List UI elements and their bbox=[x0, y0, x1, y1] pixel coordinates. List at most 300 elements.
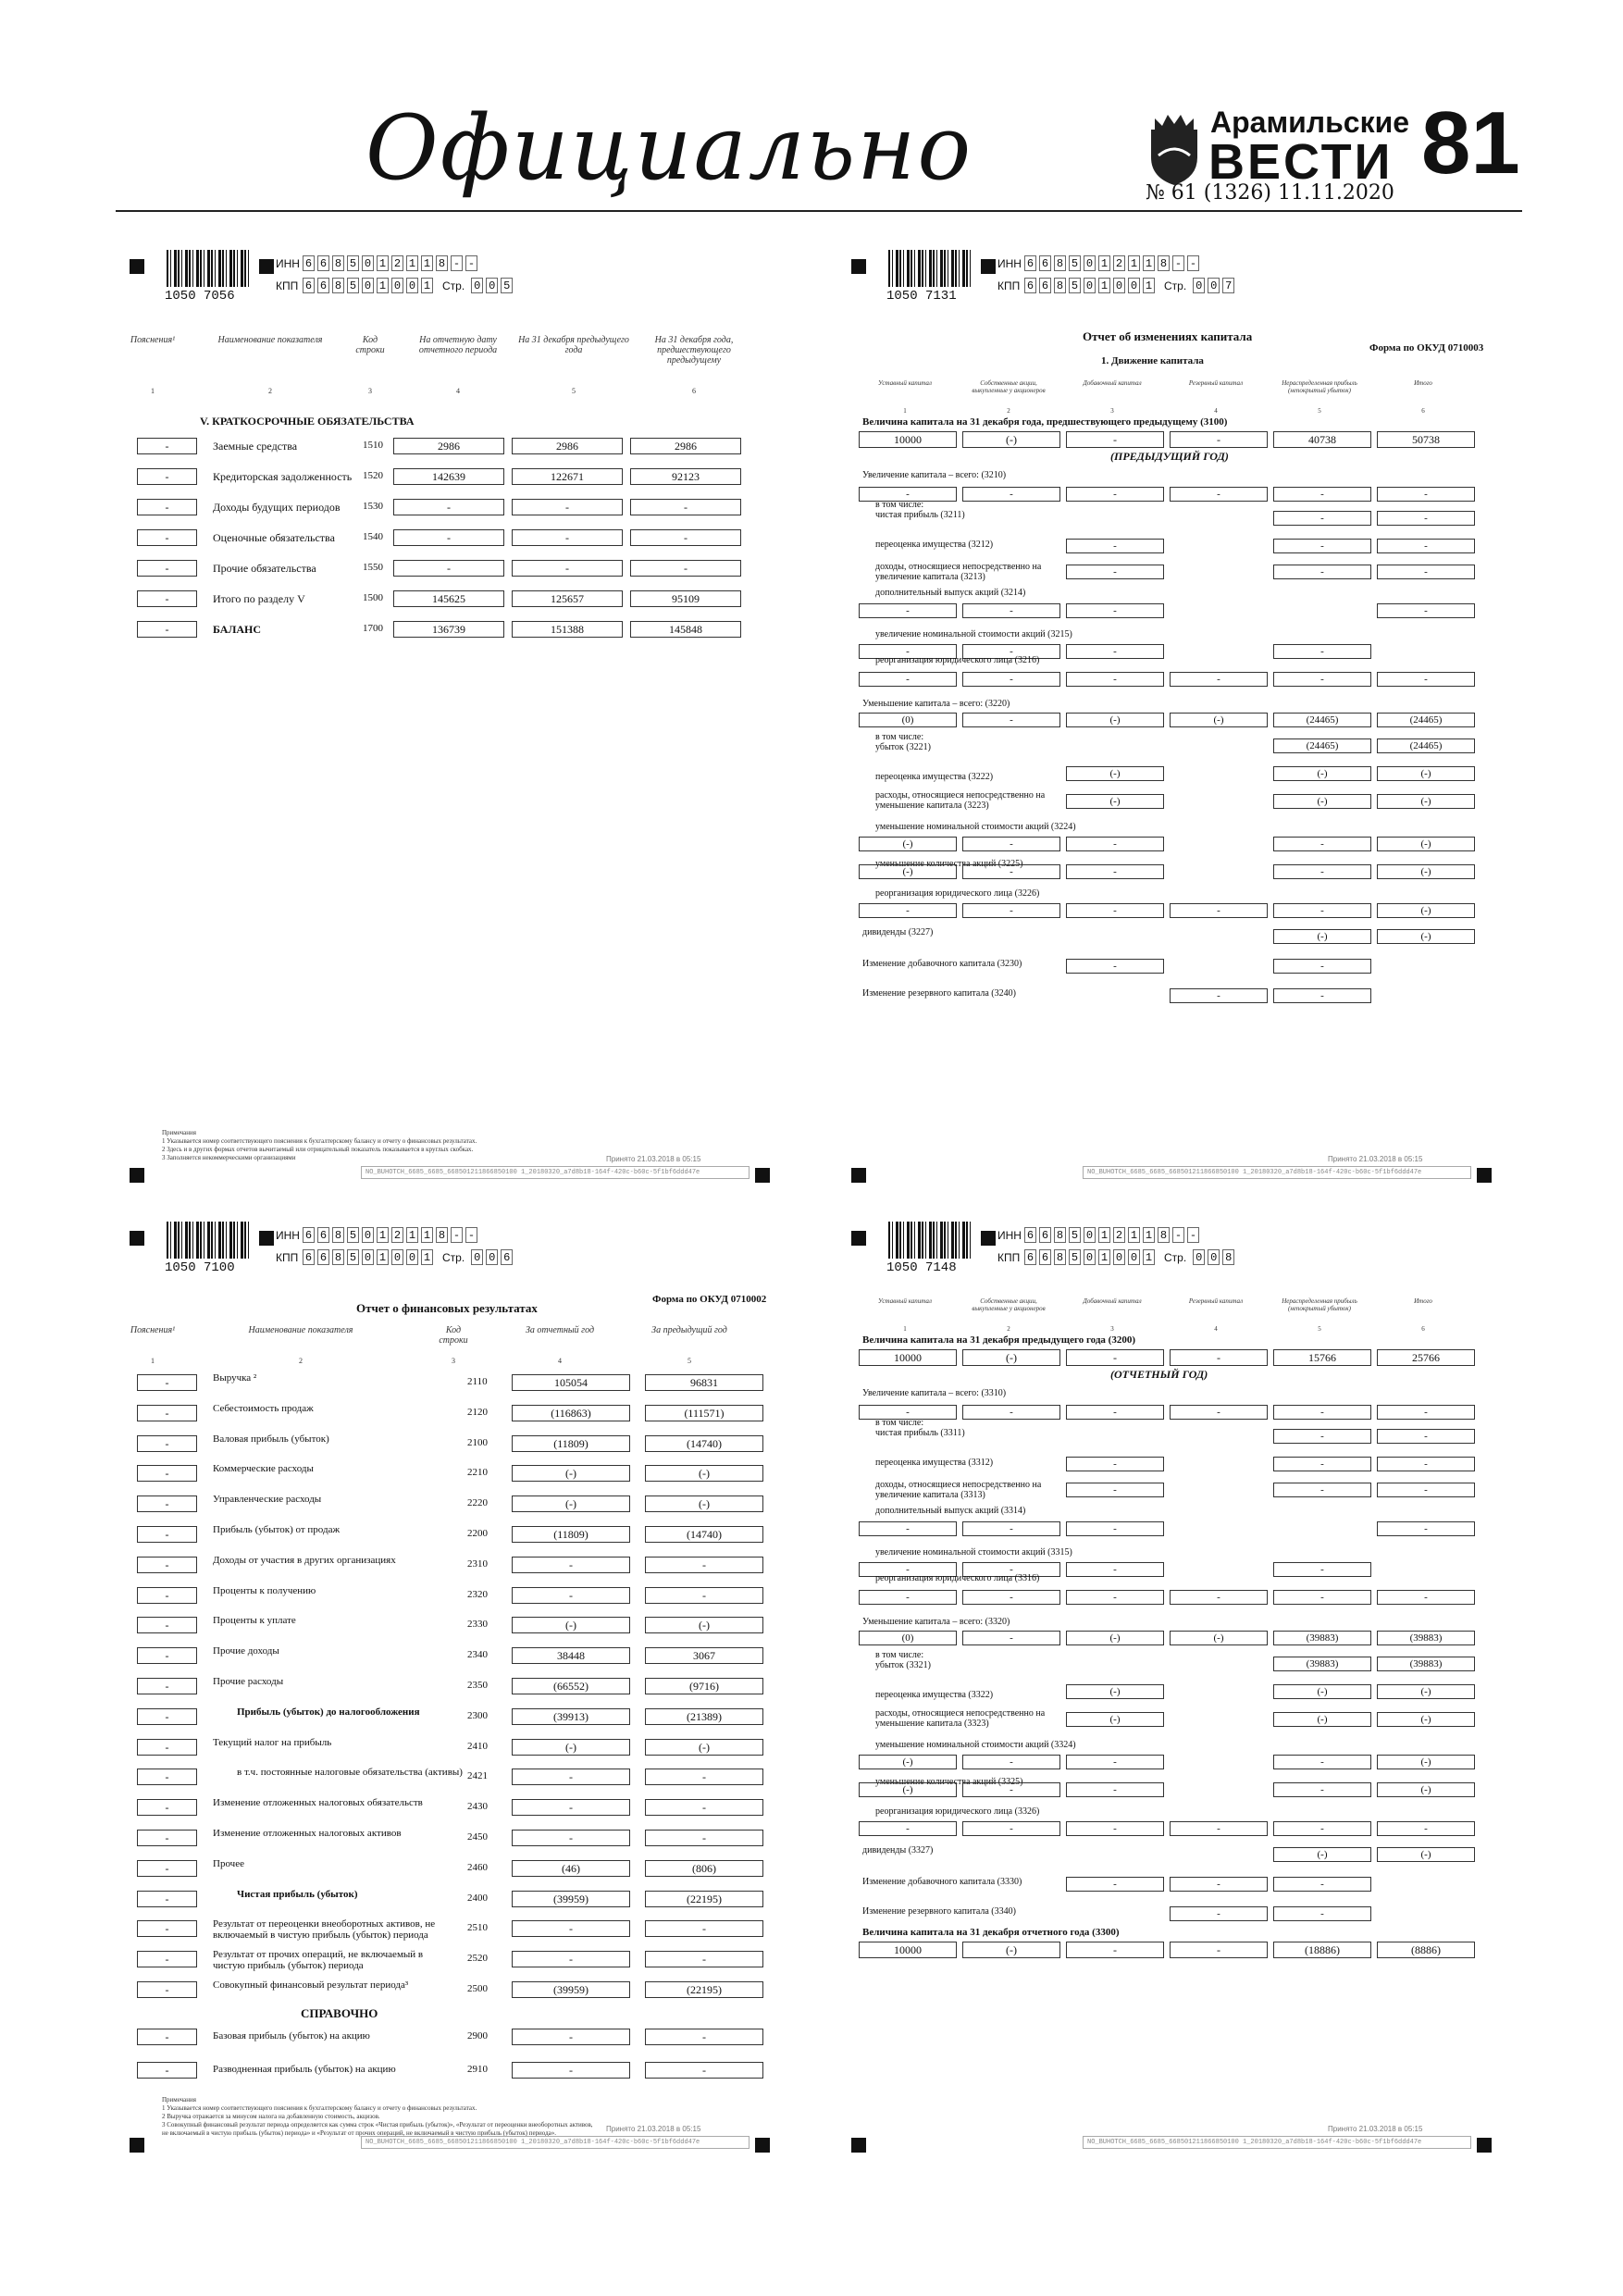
value-cell: (9716) bbox=[645, 1678, 763, 1694]
capital-cell: - bbox=[1066, 1521, 1164, 1536]
capital-cell: (-) bbox=[1170, 1631, 1268, 1645]
capital-cell: (-) bbox=[1273, 1712, 1371, 1727]
movement-label: реорганизация юридического лица (3226) bbox=[875, 888, 1040, 899]
capital-cell: - bbox=[1377, 672, 1475, 687]
row-code: 1500 bbox=[363, 592, 383, 603]
column-number: 5 bbox=[688, 1357, 691, 1365]
movement-label: дополнительный выпуск акций (3214) bbox=[875, 588, 1026, 598]
kpp-digit: 8 bbox=[1054, 1249, 1066, 1265]
barcode-number: 1050 7148 bbox=[886, 1260, 957, 1275]
inn-digit: 8 bbox=[1158, 1227, 1170, 1243]
capital-cell: - bbox=[1066, 959, 1164, 974]
inn-digit: 6 bbox=[1024, 1227, 1036, 1243]
note-cell: - bbox=[137, 1799, 197, 1816]
movement-label: доходы, относящиеся непосредственно на увеличение капитала (3213) bbox=[875, 562, 1042, 582]
page-digit: 0 bbox=[1208, 1249, 1220, 1265]
value-cell: (-) bbox=[645, 1739, 763, 1756]
column-header: Уставный капитал bbox=[878, 379, 932, 387]
note-cell: - bbox=[137, 2029, 197, 2045]
kpp-digit: 0 bbox=[362, 1249, 374, 1265]
capital-cell: - bbox=[1170, 1877, 1268, 1892]
note-cell: - bbox=[137, 1769, 197, 1785]
capital-cell: - bbox=[962, 1631, 1060, 1645]
capital-cell: - bbox=[1066, 1562, 1164, 1577]
capital-cell: (-) bbox=[859, 837, 957, 851]
capital-cell: - bbox=[1066, 539, 1164, 553]
row-code: 2200 bbox=[467, 1528, 488, 1539]
page-digit: 0 bbox=[1208, 278, 1220, 293]
kpp-digit: 8 bbox=[332, 1249, 344, 1265]
capital-cell: - bbox=[1273, 1755, 1371, 1769]
capital-cell: - bbox=[962, 1562, 1060, 1577]
kpp-digit: 0 bbox=[1113, 278, 1125, 293]
capital-cell: (-) bbox=[1273, 1847, 1371, 1862]
note-cell: - bbox=[137, 1920, 197, 1937]
value-cell: (-) bbox=[512, 1465, 630, 1482]
capital-cell: (-) bbox=[859, 1755, 957, 1769]
capital-cell: - bbox=[1273, 903, 1371, 918]
value-cell: - bbox=[512, 2062, 630, 2079]
inn-label: ИНН bbox=[997, 1228, 1022, 1242]
capital-cell: - bbox=[1273, 864, 1371, 879]
column-header: Уставный капитал bbox=[878, 1297, 932, 1305]
note-cell: - bbox=[137, 1951, 197, 1967]
movement-label: увеличение номинальной стоимости акций (3315) bbox=[875, 1547, 1072, 1558]
inn-digit: - bbox=[1172, 1227, 1184, 1243]
column-number: 1 bbox=[903, 1325, 907, 1333]
kpp-digit: 5 bbox=[1069, 1249, 1081, 1265]
capital-cell: - bbox=[1066, 864, 1164, 879]
note-cell: - bbox=[137, 1739, 197, 1756]
value-cell: (14740) bbox=[645, 1435, 763, 1452]
note-cell: - bbox=[137, 1830, 197, 1846]
corner-marker bbox=[1477, 1168, 1492, 1183]
note-cell: - bbox=[137, 468, 197, 485]
capital-cell: - bbox=[859, 1405, 957, 1420]
row-code: 2210 bbox=[467, 1467, 488, 1478]
capital-cell: (-) bbox=[1377, 766, 1475, 781]
corner-marker bbox=[755, 1168, 770, 1183]
inn-digit: 1 bbox=[406, 255, 418, 271]
corner-marker bbox=[755, 2138, 770, 2153]
movement-label: Изменение резервного капитала (3240) bbox=[862, 988, 1016, 999]
row-code: 2410 bbox=[467, 1741, 488, 1752]
capital-cell: - bbox=[1170, 1906, 1268, 1921]
capital-cell: - bbox=[859, 672, 957, 687]
capital-cell: - bbox=[1066, 1405, 1164, 1420]
capital-cell: - bbox=[1273, 837, 1371, 851]
capital-cell: (-) bbox=[1377, 1847, 1475, 1862]
note-cell: - bbox=[137, 1526, 197, 1543]
capital-cell: - bbox=[1273, 1821, 1371, 1836]
panel-balance bbox=[130, 250, 777, 1212]
column-number: 4 bbox=[1214, 407, 1218, 415]
row-code: 2310 bbox=[467, 1558, 488, 1570]
row-code: 2120 bbox=[467, 1407, 488, 1418]
end-capital-label: Величина капитала на 31 декабря отчетного года (3300) bbox=[862, 1927, 1120, 1938]
corner-marker bbox=[130, 1231, 144, 1246]
capital-cell: - bbox=[1273, 1457, 1371, 1471]
value-cell: 142639 bbox=[393, 468, 504, 485]
inn-digit: 8 bbox=[332, 1227, 344, 1243]
barcode-number: 1050 7131 bbox=[886, 289, 957, 304]
inn-row bbox=[276, 1227, 477, 1243]
capital-cell: - bbox=[1066, 903, 1164, 918]
capital-cell: - bbox=[1170, 1821, 1268, 1836]
value-cell: (116863) bbox=[512, 1405, 630, 1421]
report-title: Отчет об изменениях капитала bbox=[1083, 329, 1253, 343]
note-cell: - bbox=[137, 1678, 197, 1694]
capital-cell: - bbox=[1066, 1877, 1164, 1892]
capital-cell: (-) bbox=[1377, 1712, 1475, 1727]
inn-digit: 1 bbox=[377, 1227, 389, 1243]
kpp-digit: 6 bbox=[1024, 1249, 1036, 1265]
movement-label: Изменение добавочного капитала (3330) bbox=[862, 1877, 1022, 1887]
capital-cell: (-) bbox=[1273, 794, 1371, 809]
corner-marker bbox=[851, 259, 866, 274]
capital-cell: - bbox=[1273, 1877, 1371, 1892]
value-cell: (46) bbox=[512, 1860, 630, 1877]
note-cell: - bbox=[137, 2062, 197, 2079]
column-number: 5 bbox=[1318, 407, 1321, 415]
capital-cell: - bbox=[1273, 988, 1371, 1003]
capital-cell: - bbox=[1066, 1782, 1164, 1797]
value-cell: - bbox=[630, 560, 741, 577]
value-cell: - bbox=[512, 1587, 630, 1604]
capital-cell: (-) bbox=[1273, 929, 1371, 944]
capital-cell: (-) bbox=[1377, 794, 1475, 809]
row-code: 2900 bbox=[467, 2030, 488, 2042]
column-number: 5 bbox=[1318, 1325, 1321, 1333]
row-label: Текущий налог на прибыль bbox=[213, 1737, 332, 1748]
capital-cell: (-) bbox=[962, 431, 1060, 448]
capital-cell: - bbox=[1377, 487, 1475, 502]
page-label: Стр. bbox=[442, 279, 465, 292]
page-digit: 7 bbox=[1222, 278, 1234, 293]
capital-cell: - bbox=[1273, 1590, 1371, 1605]
capital-cell: - bbox=[1066, 1942, 1164, 1958]
column-header: Код строки bbox=[355, 335, 385, 355]
row-label: Прибыль (убыток) до налогообложения bbox=[237, 1706, 420, 1718]
movement-label: Уменьшение капитала – всего: (3220) bbox=[862, 699, 1010, 709]
kpp-digit: 1 bbox=[377, 278, 389, 293]
capital-cell: - bbox=[962, 864, 1060, 879]
inn-digit: 5 bbox=[347, 1227, 359, 1243]
capital-cell: (39883) bbox=[1273, 1631, 1371, 1645]
inn-row bbox=[997, 255, 1199, 271]
value-cell: 125657 bbox=[512, 590, 623, 607]
capital-cell: - bbox=[962, 903, 1060, 918]
note-cell: - bbox=[137, 1587, 197, 1604]
value-cell: - bbox=[645, 2029, 763, 2045]
capital-cell: - bbox=[962, 837, 1060, 851]
value-cell: 2986 bbox=[512, 438, 623, 454]
masthead-rule bbox=[116, 210, 1522, 212]
capital-cell: - bbox=[1066, 1349, 1164, 1366]
page-digit: 5 bbox=[501, 278, 513, 293]
capital-cell: (-) bbox=[1066, 1712, 1164, 1727]
value-cell: 96831 bbox=[645, 1374, 763, 1391]
movement-label: реорганизация юридического лица (3216) bbox=[875, 655, 1040, 665]
capital-cell: - bbox=[1377, 1483, 1475, 1497]
kpp-label: КПП bbox=[997, 279, 1021, 292]
value-cell: (66552) bbox=[512, 1678, 630, 1694]
inn-digit: - bbox=[1187, 255, 1199, 271]
value-cell: - bbox=[512, 1769, 630, 1785]
panel-capital-current bbox=[851, 1222, 1499, 2184]
kpp-digit: 1 bbox=[377, 1249, 389, 1265]
row-label: Проценты к уплате bbox=[213, 1615, 296, 1626]
value-cell: (11809) bbox=[512, 1435, 630, 1452]
inn-digit: 8 bbox=[1054, 255, 1066, 271]
movement-label: Уменьшение капитала – всего: (3320) bbox=[862, 1617, 1010, 1627]
capital-cell: - bbox=[1066, 644, 1164, 659]
column-header: Итого bbox=[1414, 1297, 1432, 1305]
inn-digit: 8 bbox=[436, 255, 448, 271]
movement-label: расходы, относящиеся непосредственно на уменьшение капитала (3223) bbox=[875, 790, 1046, 811]
form-code: Форма по ОКУД 0710003 bbox=[1369, 342, 1484, 354]
row-label: Проценты к получению bbox=[213, 1585, 316, 1596]
kpp-digit: 6 bbox=[1024, 278, 1036, 293]
row-label: Управленческие расходы bbox=[213, 1494, 322, 1505]
page-digit: 8 bbox=[1222, 1249, 1234, 1265]
capital-cell: - bbox=[859, 903, 957, 918]
column-number: 4 bbox=[1214, 1325, 1218, 1333]
capital-cell: 50738 bbox=[1377, 431, 1475, 448]
capital-cell: (-) bbox=[962, 1349, 1060, 1366]
value-cell: (14740) bbox=[645, 1526, 763, 1543]
kpp-digit: 0 bbox=[391, 278, 403, 293]
inn-digit: 1 bbox=[1098, 255, 1110, 271]
inn-row bbox=[276, 255, 477, 271]
value-cell: - bbox=[512, 1951, 630, 1967]
note-cell: - bbox=[137, 1374, 197, 1391]
movement-label: уменьшение количества акций (3225) bbox=[875, 859, 1023, 869]
inn-digit: 1 bbox=[1143, 1227, 1155, 1243]
column-header: За предыдущий год bbox=[651, 1325, 727, 1335]
movement-label: уменьшение количества акций (3325) bbox=[875, 1777, 1023, 1787]
barcode-number: 1050 7100 bbox=[165, 1260, 235, 1275]
inn-digit: - bbox=[1187, 1227, 1199, 1243]
movement-label: доходы, относящиеся непосредственно на увеличение капитала (3313) bbox=[875, 1480, 1042, 1500]
capital-cell: (-) bbox=[1273, 766, 1371, 781]
inn-label: ИНН bbox=[276, 256, 300, 270]
page-label: Стр. bbox=[1164, 279, 1187, 292]
brand-name-big: ВЕСТИ bbox=[1208, 134, 1394, 190]
capital-cell: (-) bbox=[1273, 1684, 1371, 1699]
kpp-digit: 6 bbox=[317, 278, 329, 293]
capital-cell: - bbox=[859, 644, 957, 659]
movement-label: уменьшение номинальной стоимости акций (3224) bbox=[875, 822, 1076, 832]
capital-cell: - bbox=[962, 1782, 1060, 1797]
accepted-stamp: Принято 21.03.2018 в 05:15 bbox=[606, 2125, 701, 2133]
year-label: (ОТЧЕТНЫЙ ГОД) bbox=[1110, 1368, 1208, 1381]
row-code: 2220 bbox=[467, 1497, 488, 1508]
capital-cell: - bbox=[1170, 903, 1268, 918]
column-number: 3 bbox=[1110, 407, 1114, 415]
column-number: 6 bbox=[692, 387, 696, 395]
column-number: 2 bbox=[299, 1357, 303, 1365]
inn-digit: 1 bbox=[1128, 255, 1140, 271]
value-cell: - bbox=[645, 2062, 763, 2079]
capital-cell: (24465) bbox=[1377, 713, 1475, 727]
corner-marker bbox=[259, 259, 274, 274]
row-code: 2421 bbox=[467, 1770, 488, 1781]
inn-digit: 1 bbox=[377, 255, 389, 271]
inn-digit: 8 bbox=[436, 1227, 448, 1243]
value-cell: 151388 bbox=[512, 621, 623, 638]
value-cell: - bbox=[512, 2029, 630, 2045]
column-header: Добавочный капитал bbox=[1083, 1297, 1142, 1305]
page-digit: 6 bbox=[501, 1249, 513, 1265]
inn-row bbox=[997, 1227, 1199, 1243]
value-cell: - bbox=[645, 1830, 763, 1846]
row-label: Итого по разделу V bbox=[213, 592, 305, 605]
value-cell: - bbox=[512, 1557, 630, 1573]
corner-marker bbox=[130, 259, 144, 274]
page-number: 81 bbox=[1421, 93, 1520, 192]
value-cell: (-) bbox=[645, 1496, 763, 1512]
value-cell: - bbox=[393, 529, 504, 546]
capital-cell: - bbox=[1066, 431, 1164, 448]
capital-cell: - bbox=[962, 672, 1060, 687]
kpp-digit: 8 bbox=[332, 278, 344, 293]
kpp-row bbox=[997, 278, 1234, 293]
capital-cell: - bbox=[1273, 1906, 1371, 1921]
section-title: Официально bbox=[365, 96, 973, 200]
barcode bbox=[888, 1222, 972, 1259]
corner-marker bbox=[851, 1168, 866, 1183]
capital-cell: - bbox=[962, 1521, 1060, 1536]
capital-cell: - bbox=[1066, 672, 1164, 687]
kpp-digit: 6 bbox=[303, 1249, 315, 1265]
capital-cell: - bbox=[1377, 511, 1475, 526]
kpp-digit: 0 bbox=[406, 1249, 418, 1265]
row-code: 2500 bbox=[467, 1983, 488, 1994]
row-code: 2110 bbox=[467, 1376, 488, 1387]
capital-cell: - bbox=[859, 1521, 957, 1536]
inn-digit: 6 bbox=[303, 1227, 315, 1243]
row-label: Себестоимость продаж bbox=[213, 1403, 314, 1414]
footnotes: Примечания 1 Указывается номер соответствующего пояснения к бухгалтерскому балансу и отчету о финансовых результатах. 2 Выручка отражается за минусом налога на добавленную стоимость, акцизов. 3 Совокупный финансовый результат периода определяется как сумма строк «Чистая прибыль (убыток)», «Результат от переоценки внеоборотных активов, не включаемый в чистую прибыль (убыток) периода» и «Результат от прочих операций, не включаемый в чистую прибыль (убыток) периода». bbox=[162, 2096, 593, 2137]
inn-digit: 0 bbox=[362, 1227, 374, 1243]
kpp-digit: 6 bbox=[1039, 278, 1051, 293]
kpp-digit: 6 bbox=[303, 278, 315, 293]
kpp-digit: 6 bbox=[1039, 1249, 1051, 1265]
capital-cell: (-) bbox=[1377, 864, 1475, 879]
row-label: Прочие расходы bbox=[213, 1676, 284, 1687]
inn-digit: 5 bbox=[1069, 255, 1081, 271]
capital-cell: - bbox=[859, 603, 957, 618]
column-header: Резервный капитал bbox=[1188, 379, 1244, 387]
column-header: Итого bbox=[1414, 379, 1432, 387]
value-cell: (11809) bbox=[512, 1526, 630, 1543]
movement-label: дополнительный выпуск акций (3314) bbox=[875, 1506, 1026, 1516]
capital-cell: (39883) bbox=[1377, 1657, 1475, 1671]
report-subtitle: 1. Движение капитала bbox=[1101, 355, 1204, 366]
inn-digit: 1 bbox=[421, 1227, 433, 1243]
column-number: 6 bbox=[1421, 407, 1425, 415]
value-cell: (-) bbox=[512, 1496, 630, 1512]
value-cell: 92123 bbox=[630, 468, 741, 485]
capital-cell: (-) bbox=[1377, 1684, 1475, 1699]
capital-cell: (8886) bbox=[1377, 1942, 1475, 1958]
value-cell: - bbox=[645, 1557, 763, 1573]
capital-cell: (-) bbox=[1170, 713, 1268, 727]
inn-digit: 1 bbox=[406, 1227, 418, 1243]
capital-cell: - bbox=[1377, 1457, 1475, 1471]
capital-cell: (-) bbox=[1066, 794, 1164, 809]
inn-digit: - bbox=[451, 255, 463, 271]
column-header: Пояснения¹ bbox=[130, 335, 176, 345]
capital-cell: - bbox=[1066, 1821, 1164, 1836]
capital-cell: (0) bbox=[859, 713, 957, 727]
inn-digit: 0 bbox=[1084, 1227, 1096, 1243]
kpp-digit: 0 bbox=[406, 278, 418, 293]
capital-cell: - bbox=[859, 1590, 957, 1605]
capital-cell: - bbox=[962, 1590, 1060, 1605]
capital-cell: - bbox=[1273, 539, 1371, 553]
note-cell: - bbox=[137, 1981, 197, 1998]
column-number: 1 bbox=[151, 1357, 155, 1365]
page-label: Стр. bbox=[1164, 1250, 1187, 1264]
inn-label: ИНН bbox=[997, 256, 1022, 270]
inn-digit: - bbox=[1172, 255, 1184, 271]
column-header: Наименование показателя bbox=[217, 335, 323, 345]
row-code: 2430 bbox=[467, 1801, 488, 1812]
document-id: NO_BUHOTCH_6685_6685_668501211866850100 1_20180320_a7d8b18-164f-420c-b60c-5f1bf6ddd47e bbox=[1083, 1166, 1471, 1179]
brand-name-small: Арамильские bbox=[1210, 105, 1410, 139]
movement-label: в том числе: убыток (3321) bbox=[875, 1650, 931, 1670]
capital-cell: - bbox=[1170, 988, 1268, 1003]
inn-digit: 8 bbox=[1158, 255, 1170, 271]
row-label: Прибыль (убыток) от продаж bbox=[213, 1524, 341, 1535]
column-header: Резервный капитал bbox=[1188, 1297, 1244, 1305]
capital-cell: - bbox=[1066, 837, 1164, 851]
row-code: 2100 bbox=[467, 1437, 488, 1448]
page-digit: 0 bbox=[471, 1249, 483, 1265]
row-label: Оценочные обязательства bbox=[213, 531, 335, 544]
note-cell: - bbox=[137, 1708, 197, 1725]
row-label: Прочие доходы bbox=[213, 1645, 279, 1657]
value-cell: 145848 bbox=[630, 621, 741, 638]
inn-digit: 6 bbox=[317, 1227, 329, 1243]
inn-digit: 6 bbox=[1024, 255, 1036, 271]
column-header: На отчетную дату отчетного периода bbox=[418, 335, 498, 355]
capital-cell: - bbox=[1273, 487, 1371, 502]
corner-marker bbox=[1477, 2138, 1492, 2153]
movement-label: Изменение резервного капитала (3340) bbox=[862, 1906, 1016, 1917]
kpp-row bbox=[276, 1249, 513, 1265]
page-label: Стр. bbox=[442, 1250, 465, 1264]
capital-cell: - bbox=[962, 1405, 1060, 1420]
inn-digit: 0 bbox=[362, 255, 374, 271]
row-label: Доходы от участия в других организациях bbox=[213, 1555, 396, 1566]
capital-cell: - bbox=[962, 1821, 1060, 1836]
document-id: NO_BUHOTCH_6685_6685_668501211866850100 1_20180320_a7d8b18-164f-420c-b60c-5f1bf6ddd47e bbox=[361, 1166, 750, 1179]
kpp-row bbox=[997, 1249, 1234, 1265]
inn-digit: 1 bbox=[421, 255, 433, 271]
column-number: 5 bbox=[572, 387, 576, 395]
movement-label: переоценка имущества (3322) bbox=[875, 1690, 994, 1700]
row-code: 2400 bbox=[467, 1893, 488, 1904]
kpp-label: КПП bbox=[997, 1250, 1021, 1264]
inn-digit: - bbox=[465, 255, 477, 271]
inn-digit: - bbox=[451, 1227, 463, 1243]
column-number: 1 bbox=[903, 407, 907, 415]
kpp-label: КПП bbox=[276, 279, 299, 292]
movement-label: переоценка имущества (3222) bbox=[875, 772, 994, 782]
